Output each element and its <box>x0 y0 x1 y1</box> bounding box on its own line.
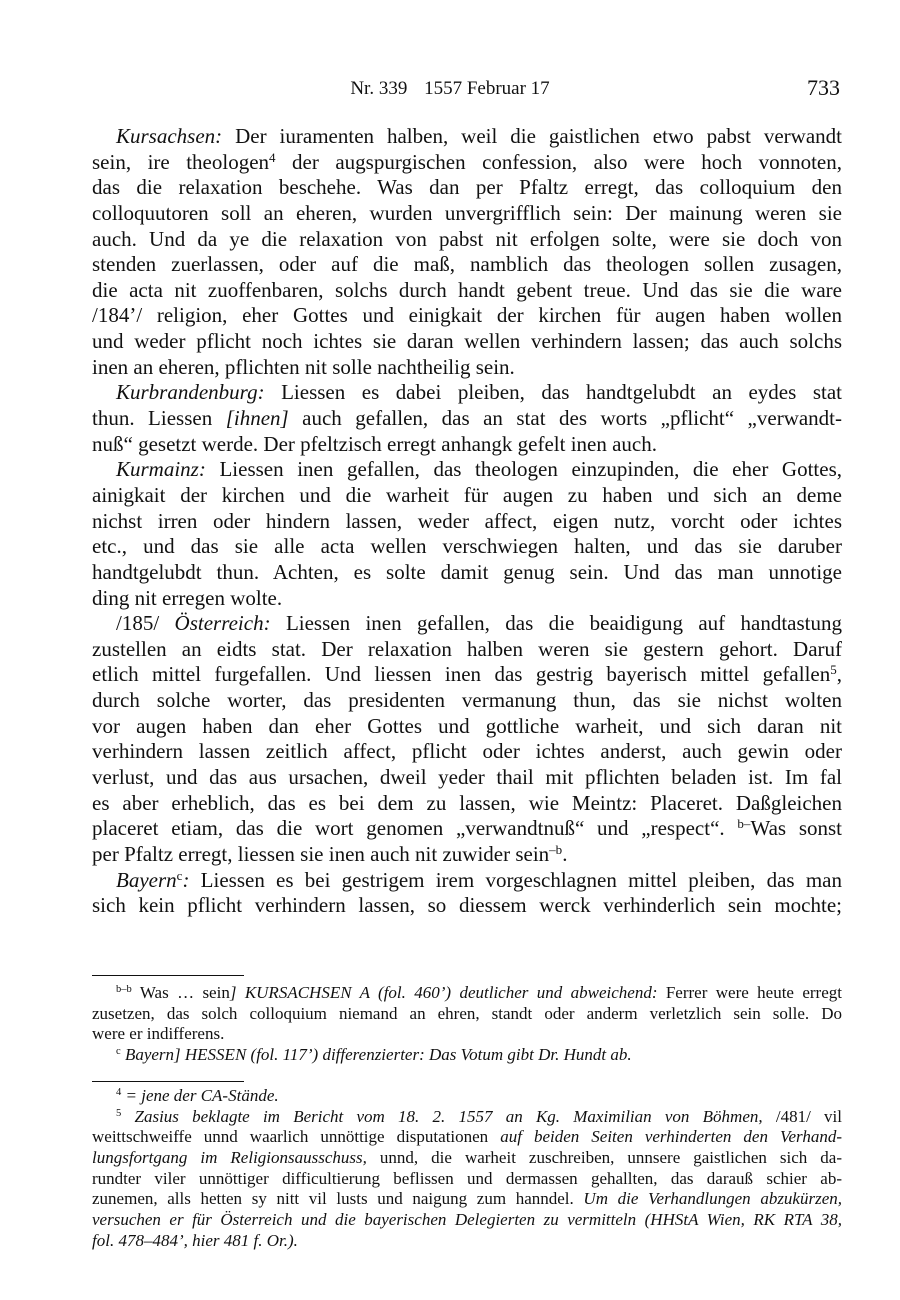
italic-run: auf beiden Seiten verhinderten den Verhand- <box>500 1127 842 1147</box>
note-marker: 4 <box>269 149 276 165</box>
text-run: verhindern lassen zeitlich affect, pflicht oder ichtes anderst, auch gewin oder <box>92 739 842 764</box>
note-marker: b–b <box>116 984 132 996</box>
text-line <box>92 406 842 432</box>
text-run: /184’/ religion, eher Gottes und einigkait der kirchen für augen haben wollen <box>92 303 842 328</box>
text-run: nuß“ gesetzt werde. Der pfeltzisch erregt anhangk gefelt inen auch. <box>92 431 657 456</box>
text-line <box>92 457 842 483</box>
text-run: es aber erheblich, das es bei dem zu lassen, wie Meintz: Placeret. Daßgleichen <box>92 790 842 815</box>
italic-run: Kurmainz: <box>116 457 206 482</box>
italic-run: Um die Verhandlungen abzukürzen, <box>583 1189 843 1209</box>
paragraph <box>92 380 842 457</box>
text-run: Liessen es dabei pleiben, das handtgelubdt an eydes stat <box>264 380 842 405</box>
text-run: verlust, und das aus ursachen, dweil yeder thail mit pflichten beladen ist. Im fal <box>92 765 842 790</box>
text-line <box>92 1231 842 1252</box>
italic-run: Bayern] HESSEN (fol. 117’) differenzierter: Das Votum gibt Dr. Hundt ab. <box>124 1045 632 1065</box>
text-line <box>92 1004 842 1025</box>
text-run: per Pfaltz erregt, liessen sie inen auch nit zuwider sein <box>92 841 550 866</box>
italic-run: Bayern <box>116 867 177 892</box>
text-run: placeret etiam, das die wort genomen „verwandtnuß“ und „respect“. <box>92 816 738 841</box>
text-line <box>92 611 842 637</box>
text-run: unnd, die warheit zuschreiben, unnsere gaistlichen sich da- <box>366 1148 843 1168</box>
text-run: das die relaxation beschehe. Was dan per Pfaltz erregt, das colloquium den <box>92 175 842 200</box>
text-line <box>92 791 842 817</box>
text-run: sich kein pflicht verhindern lassen, so diessem werck verhinderlich sein mochte; <box>92 893 842 918</box>
text-run: etc., und das sie alle acta wellen verschwiegen halten, und das sie daruber <box>92 534 842 559</box>
text-line <box>92 124 842 150</box>
text-run: /481/ vil <box>762 1106 842 1126</box>
text-run: /185/ <box>116 611 175 636</box>
text-line <box>92 1086 842 1107</box>
text-line <box>92 893 842 919</box>
text-run: colloquutoren soll an eheren, wurden unvergrifflich sein: Der mainung weren sie <box>92 200 842 225</box>
text-run: ding nit erregen wolte. <box>92 585 283 610</box>
text-line <box>92 1169 842 1190</box>
text-line <box>92 1210 842 1231</box>
main-text <box>92 124 842 919</box>
text-line <box>92 303 842 329</box>
italic-run: lungsfortgang im Religionsausschuss, <box>92 1148 367 1168</box>
text-run: Ferrer were heute erregt <box>657 983 842 1002</box>
text-line <box>92 1189 842 1210</box>
footnotes-divider <box>92 1081 244 1082</box>
apparatus-divider <box>92 975 244 976</box>
text-line <box>92 637 842 663</box>
text-run: ainigkait der kirchen und die warheit für augen zu haben und sich an deme <box>92 482 842 507</box>
document-date: 1557 Februar 17 <box>424 78 550 99</box>
text-line <box>92 739 842 765</box>
italic-run: fol. 478–484’, hier 481 f. Or.). <box>92 1230 298 1250</box>
text-line <box>92 175 842 201</box>
italic-run: Zasius beklagte im Bericht vom 18. 2. 1557 an Kg. Maximilian von Böhmen, <box>134 1106 763 1126</box>
note <box>92 1107 842 1252</box>
text-run: Was sonst <box>750 816 843 841</box>
italic-run: : <box>182 867 190 892</box>
page-number: 733 <box>807 75 840 100</box>
text-run: Liessen es bei gestrigem irem vorgeschlagnen mittel pleiben, das man <box>189 867 842 892</box>
text-line <box>92 1148 842 1169</box>
note-marker: –b <box>549 841 563 857</box>
note-marker: 5 <box>116 1107 122 1119</box>
text-run: Liessen inen gefallen, das theologen einzupinden, die eher Gottes, <box>205 457 842 482</box>
text-line <box>92 868 842 894</box>
text-line <box>92 662 842 688</box>
text-run: auch. Und da ye die relaxation von pabst nit erfolgen solte, were sie doch von <box>92 226 842 251</box>
text-line <box>92 432 842 458</box>
text-line <box>92 842 842 868</box>
text-run: weittschweiffe unnd waarlich unnöttige disputationen <box>92 1127 501 1147</box>
text-line <box>92 278 842 304</box>
text-line <box>92 1127 842 1148</box>
text-run: inen an eheren, pflichten nit solle nachtheilig sein. <box>92 354 515 379</box>
text-run: . <box>562 841 568 866</box>
text-run: zustellen an eidts stat. Der relaxation halben weren sie gestern gehort. Daruf <box>92 636 842 661</box>
text-line <box>92 534 842 560</box>
note <box>92 1045 842 1066</box>
running-header <box>0 78 900 100</box>
italic-run: [ihnen] <box>225 406 289 431</box>
text-run: , <box>836 662 842 687</box>
text-line <box>92 483 842 509</box>
text-line <box>92 201 842 227</box>
note-marker: c <box>176 867 183 883</box>
paragraph <box>92 124 842 380</box>
paragraph <box>92 868 842 919</box>
document-number: Nr. 339 <box>350 78 408 99</box>
italic-run: Österreich: <box>174 611 271 636</box>
text-line <box>92 714 842 740</box>
paragraph <box>92 611 842 867</box>
text-run: etlich mittel furgefallen. Und liessen inen das gestrig bayerisch mittel gefallen <box>92 662 831 687</box>
text-line <box>92 1107 842 1128</box>
text-run: thun. Liessen <box>92 406 226 431</box>
text-run: Liessen inen gefallen, das die beaidigung auf handtastung <box>270 611 842 636</box>
text-run: rundter viler unnöttiger difficultierung beflissen und dermassen gehallten, das darauß schier ab- <box>92 1168 842 1188</box>
paragraph <box>92 457 842 611</box>
note <box>92 1086 842 1107</box>
text-line <box>92 816 842 842</box>
text-run: vor augen haben dan eher Gottes und gottliche warheit, und sich daran nit <box>92 713 842 738</box>
footnotes <box>92 1086 842 1252</box>
text-line <box>92 252 842 278</box>
text-line <box>92 150 842 176</box>
text-run: stenden zuerlassen, oder auf die maß, namblich das theologen sollen zusagen, <box>92 252 842 277</box>
note-marker: c <box>116 1046 121 1058</box>
text-line <box>92 586 842 612</box>
text-run: zunemen, alls hetten sy nitt vil lusts und naigung zum hanndel. <box>92 1189 584 1209</box>
italic-run: ] KURSACHSEN A (fol. 460’) deutlicher und abweichend: <box>229 983 658 1002</box>
text-run: Der iuramenten halben, weil die gaistlichen etwo pabst verwandt <box>222 124 842 148</box>
text-run: handtgelubdt thun. Achten, es solte damit genug sein. Und das man unnotige <box>92 559 842 584</box>
note-marker: 4 <box>116 1087 122 1099</box>
note <box>92 983 842 1045</box>
text-line <box>92 380 842 406</box>
text-run: sein, ire theologen <box>92 149 270 174</box>
text-line <box>92 227 842 253</box>
text-line <box>92 1045 842 1066</box>
text-run: zusetzen, das solch colloquium niemand an ehren, standt oder anderm verletzlich sein solle. Do <box>92 1003 842 1023</box>
italic-run: versuchen er für Österreich und die bayerischen Delegierten zu vermitteln (HHStA Wien, RK RTA 38, <box>92 1210 842 1230</box>
text-line <box>92 560 842 586</box>
text-run: auch gefallen, das an stat des worts „pflicht“ „verwandt- <box>288 406 843 431</box>
text-run: der augspurgischen confession, also were hoch vonnoten, <box>275 149 842 174</box>
text-run: were er indifferens. <box>92 1024 225 1044</box>
text-line <box>92 329 842 355</box>
note-marker: 5 <box>830 662 837 678</box>
text-line <box>92 688 842 714</box>
text-run: Was … sein <box>131 983 230 1002</box>
text-line <box>92 1024 842 1045</box>
critical-apparatus <box>92 983 842 1066</box>
italic-run: Kurbrandenburg: <box>116 380 265 405</box>
text-run: die acta nit zuoffenbaren, solchs durch handt gebent treue. Und das sie die ware <box>92 277 842 302</box>
text-run <box>121 1107 134 1126</box>
italic-run: = jene der CA-Stände. <box>125 1086 279 1105</box>
text-line <box>92 765 842 791</box>
text-line <box>92 355 842 381</box>
text-run: und weder pflicht noch ichtes sie daran wellen verhindern lassen; das auch solchs <box>92 329 842 354</box>
text-run: nichst irren oder hindern lassen, weder affect, eigen nutz, vorcht oder ichtes <box>92 508 842 533</box>
text-run: durch solche worter, das presidenten vermanung thun, das sie nichst wolten <box>92 688 842 713</box>
italic-run: Kursachsen: <box>116 124 223 148</box>
note-marker: b– <box>737 816 751 832</box>
text-line <box>92 509 842 535</box>
text-line <box>92 983 842 1004</box>
